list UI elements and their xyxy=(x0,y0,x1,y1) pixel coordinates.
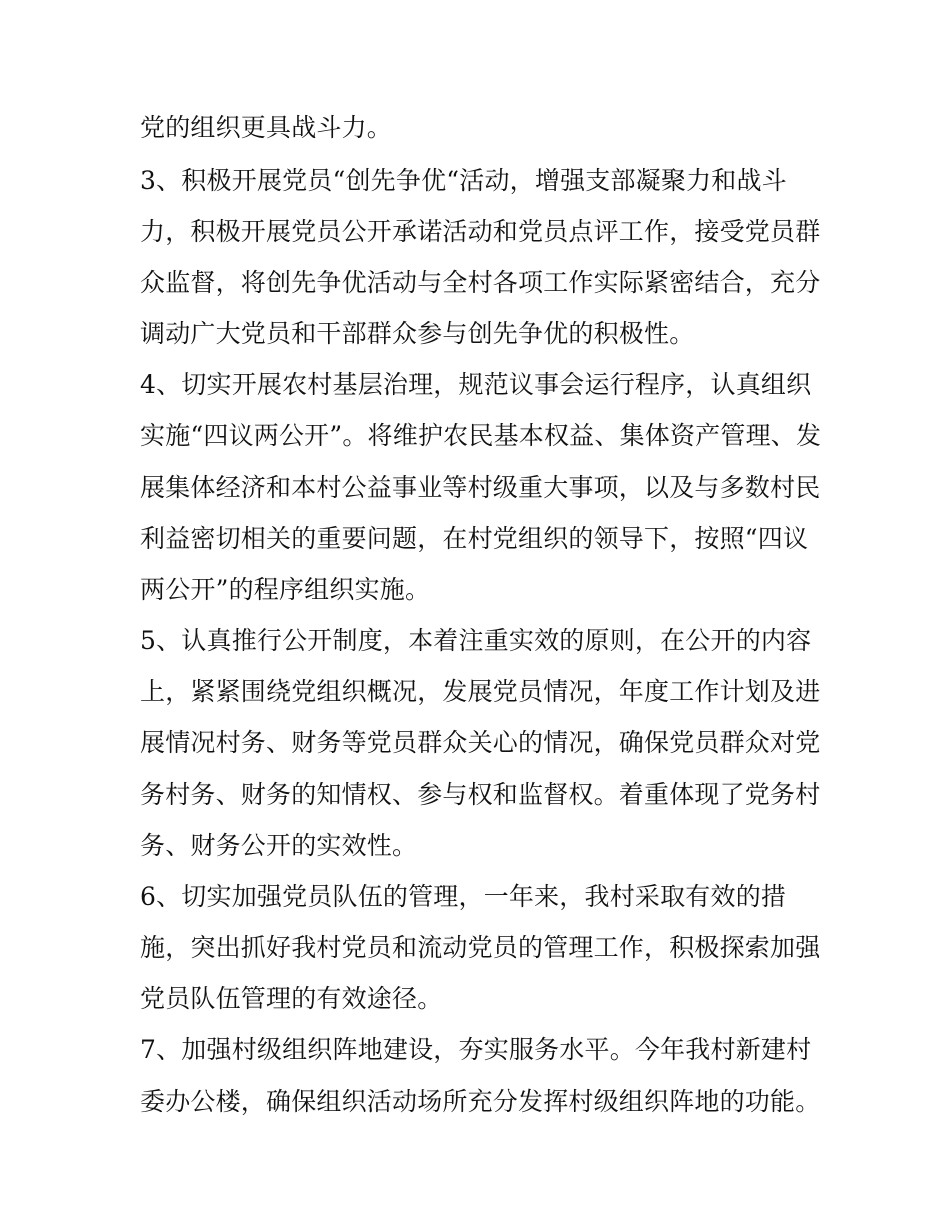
text-line: 3、积极开展党员“创先争优“活动，增强支部凝聚力和战斗 xyxy=(140,166,787,195)
text-line: 5、认真推行公开制度，本着注重实效的原则，在公开的内容 xyxy=(140,626,812,655)
text-line: 党员队伍管理的有效途径。 xyxy=(140,984,443,1013)
text-line: 展情况村务、财务等党员群众关心的情况，确保党员群众对党 xyxy=(140,728,821,757)
text-line: 利益密切相关的重要问题，在村党组织的领导下，按照“四议 xyxy=(140,524,809,553)
text-line: 两公开”的程序组织实施。 xyxy=(140,575,431,604)
text-line: 力，积极开展党员公开承诺活动和党员点评工作，接受党员群 xyxy=(140,217,821,246)
text-line: 7、加强村级组织阵地建设，夯实服务水平。今年我村新建村 xyxy=(140,1035,812,1064)
text-line: 上，紧紧围绕党组织概况，发展党员情况，年度工作计划及进 xyxy=(140,677,821,706)
text-line: 实施“四议两公开”。将维护农民基本权益、集体资产管理、发 xyxy=(140,421,822,450)
text-line: 展集体经济和本村公益事业等村级重大事项，以及与多数村民 xyxy=(140,473,821,502)
text-line: 党的组织更具战斗力。 xyxy=(140,113,393,142)
text-line: 众监督，将创先争优活动与全村各项工作实际紧密结合，充分 xyxy=(140,268,821,297)
text-line: 4、切实开展农村基层治理，规范议事会运行程序，认真组织 xyxy=(140,370,812,399)
text-line: 施，突出抓好我村党员和流动党员的管理工作，积极探索加强 xyxy=(140,933,821,962)
text-line: 委办公楼，确保组织活动场所充分发挥村级组织阵地的功能。 xyxy=(140,1087,821,1116)
text-line: 务、财务公开的实效性。 xyxy=(140,831,418,860)
text-line: 调动广大党员和干部群众参与创先争优的积极性。 xyxy=(140,319,695,348)
text-line: 务村务、财务的知情权、参与权和监督权。着重体现了党务村 xyxy=(140,780,821,809)
text-line: 6、切实加强党员队伍的管理，一年来，我村采取有效的措 xyxy=(140,882,787,911)
